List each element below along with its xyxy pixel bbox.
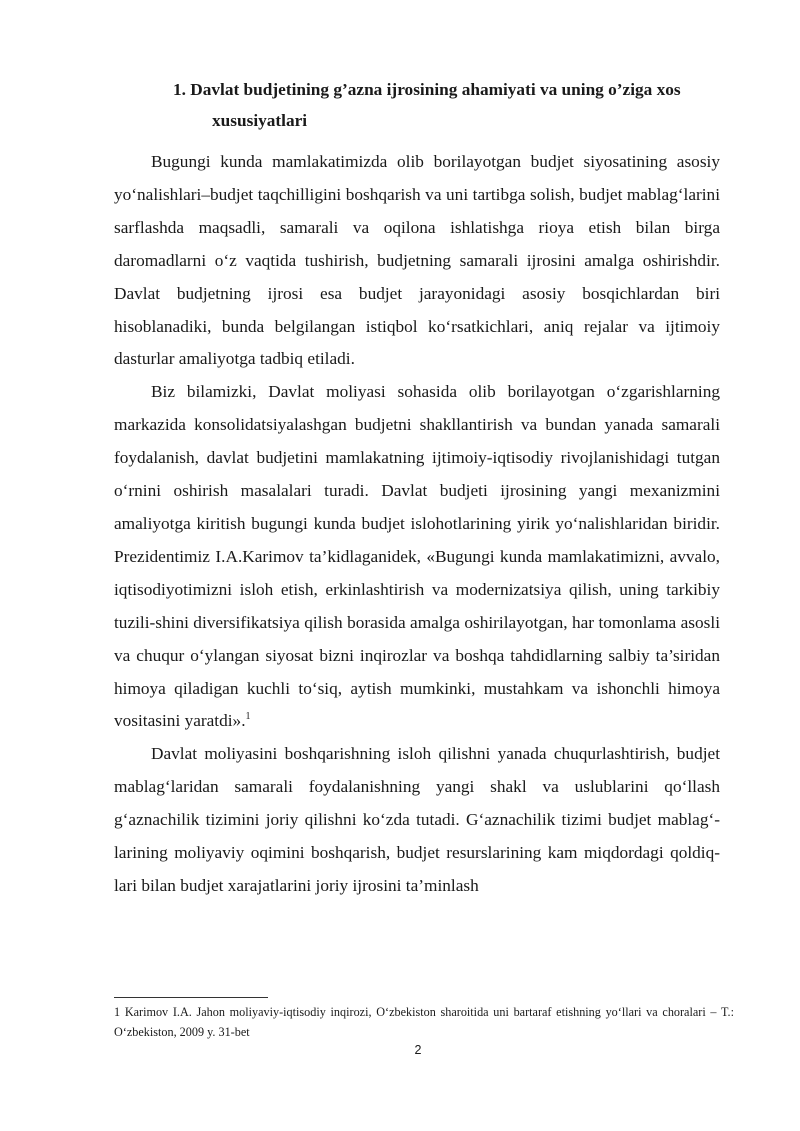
paragraph-1: Bugungi kunda mamlakatimizda olib borilayotgan budjet siyosatining asosiy yo‘nalishlari–budjet taqchilligini boshqarish va uni tartibga solish, budjet mablag‘larini sarflashda maqsadli, samarali va oqilona ishlatishga rioya etish bilan birga daromadlarni o‘z vaqtida tushirish, budjetning samarali ijrosini amalga oshirishdir. Davlat budjetning ijrosi esa budjet jarayonidagi asosiy bosqichlardan biri hisoblanadiki, bunda belgilangan istiqbol ko‘rsatkichlari, aniq rejalar va ijtimoiy dasturlar amaliyotga tadbiq etiladi.: [114, 152, 720, 369]
paragraph-2-text: Biz bilamizki, Davlat moliyasi sohasida olib borilayotgan o‘zgarishlarning markazida konsolidatsiyalashgan budjetni shakllantirish va bundan yanada samarali foydalanish, davlat budjetini mamlakatning ijtimoiy-iqtisodiy rivojlanishidagi tutgan o‘rnini oshirish masalalari turadi. Davlat budjeti ijrosining yangi mexanizmini amaliyotga kiritish bugungi kunda budjet islohotlarining yirik yo‘nalishlaridan biridir. Prezidentimiz I.A.Karimov ta’kidlaganidek, «Bugungi kunda mamlakatimizni, avvalo, iqtisodiyotimizni isloh etish, erkinlashtirish va modernizatsiya qilish, uning tarkibiy tuzili-shini diversifikatsiya qilish borasida amalga oshirilayotgan, har tomonlama asosli va chuqur o‘ylangan siyosat bizni inqirozlar va boshqa tahdidlarning salbiy ta’siridan himoya qiladigan kuchli to‘siq, aytish mumkinki, mustahkam va ishonchli himoya vositasini yaratdi».: [114, 382, 720, 731]
section-heading-line-2: xususiyatlari: [212, 111, 308, 130]
paragraph-2: [114, 376, 720, 738]
paragraph-3: Davlat moliyasini boshqarishning isloh qilishni yanada chuqurlashtirish, budjet mablag‘laridan samarali foydalanishning yangi shakl va uslublarini qo‘llash g‘aznachilik tizimini joriy qilishni ko‘zda tutadi. G‘aznachilik tizimi budjet mablag‘-larining moliyaviy oqimini boshqarish, budjet resurslarining kam miqdordagi qoldiq-lari bilan budjet xarajatlarini joriy ijrosini ta’minlash: [114, 744, 720, 895]
page-number: 2: [414, 1043, 422, 1057]
footnote-reference: 1: [245, 711, 251, 723]
footnote-separator: [114, 997, 268, 998]
section-heading-line-1: 1. Davlat budjetining g’azna ijrosining ahamiyati va uning o’ziga xos: [173, 80, 681, 99]
footnote: 1 Karimov I.A. Jahon moliyaviy-iqtisodiy inqirozi, O‘zbekiston sharoitida uni bartaraf etishning yo‘llari va choralari – T.: O‘zbekiston, 2009 y. 31-bet: [114, 1005, 734, 1039]
section-heading: [173, 74, 743, 136]
body-text: [114, 146, 720, 903]
